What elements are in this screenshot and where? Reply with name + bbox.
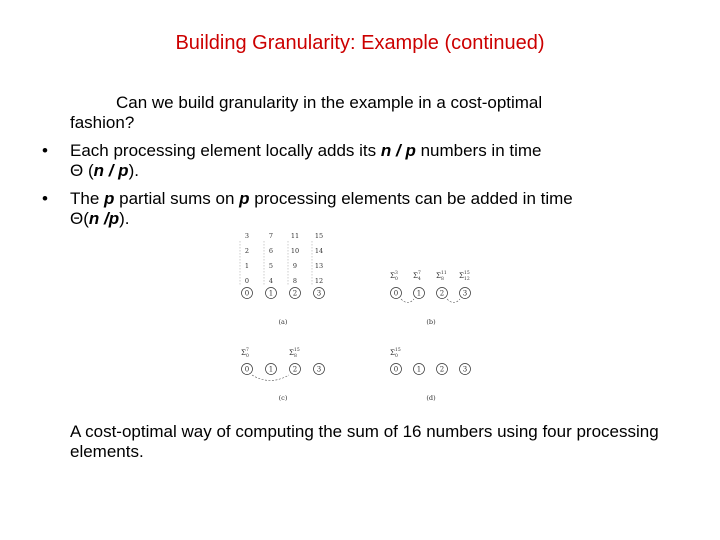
bullet-dot: • [42,189,48,208]
bullet-2-line-1: The p partial sums on p processing elements can be added in time [70,189,573,208]
panel-b-sum-upper: 11 [441,271,447,276]
panel-d-sum-upper: 15 [395,348,401,353]
panel-d-sum-lower: 0 [395,354,398,359]
panel-a-number: 9 [292,262,298,270]
panel-d-processor-label: 2 [439,365,445,374]
panel-b-sum-lower: 0 [395,277,398,282]
panel-b-sum-upper: 3 [395,271,398,276]
panel-d-processor-label: 0 [393,365,399,374]
panel-c-sum-upper: 15 [294,348,300,353]
panel-c-processor-label: 1 [268,365,274,374]
intro-question [70,93,670,133]
panel-d-label: (d) [426,394,436,402]
panel-c-sum-lower: 8 [294,354,297,359]
bullet-dot: • [42,141,48,160]
panel-a-number: 11 [290,232,300,240]
panel-a-processor-label: 1 [268,289,274,298]
panel-c-sum-upper: 7 [246,348,249,353]
panel-a-processor-label: 2 [292,289,298,298]
panel-a-number: 3 [244,232,250,240]
panel-a-number: 15 [314,232,324,240]
panel-a-number: 2 [244,247,250,255]
panel-c-sum-symbol: Σ [289,349,294,357]
intro-line-2: fashion? [70,113,135,132]
bullet-2-line-2: Θ(n /p). [70,209,130,228]
slide-title: Building Granularity: Example (continued) [175,32,545,54]
bullet-1-line-2: Θ (n / p). [70,161,139,180]
panel-a-number: 10 [290,247,300,255]
panel-a-processor-label: 3 [316,289,322,298]
panel-a-number: 6 [268,247,274,255]
panel-b-label: (b) [426,318,436,326]
panel-a-processor-label: 0 [244,289,250,298]
panel-d-processor-label: 1 [416,365,422,374]
panel-b-processor-label: 0 [393,289,399,298]
panel-a-number: 12 [314,277,324,285]
panel-b-sum-symbol: Σ [413,272,418,280]
panel-b-sum-upper: 15 [464,271,470,276]
panel-b-sum-lower: 4 [418,277,421,282]
panel-c-processor-label: 3 [316,365,322,374]
panel-c-label: (c) [278,394,288,402]
panel-a-number: 8 [292,277,298,285]
panel-c-processor-label: 2 [292,365,298,374]
panel-b-processor-label: 2 [439,289,445,298]
panel-b-sum-lower: 8 [441,277,444,282]
figure-canvas [228,224,478,412]
panel-b-sum-symbol: Σ [459,272,464,280]
panel-b-arrow [447,299,460,303]
panel-a-number: 0 [244,277,250,285]
panel-b-arrow [401,299,414,303]
panel-a-label: (a) [278,318,288,326]
panel-d-processor-label: 3 [462,365,468,374]
panel-c-sum-symbol: Σ [241,349,246,357]
panel-a-number: 14 [314,247,324,255]
figure-caption: A cost-optimal way of computing the sum of 16 numbers using four processing elements. [70,422,659,461]
sum-reduction-figure [228,224,478,412]
panel-b-processor-label: 1 [416,289,422,298]
panel-d-sum-symbol: Σ [390,349,395,357]
intro-line-1: Can we build granularity in the example in a cost-optimal [116,93,543,112]
panel-b-sum-upper: 7 [418,271,421,276]
panel-a-number: 5 [268,262,274,270]
panel-a-number: 4 [268,277,274,285]
bullet-1-line-1: Each processing element locally adds its n / p numbers in time [70,141,542,160]
panel-a-number: 1 [244,262,250,270]
panel-c-sum-lower: 0 [246,354,249,359]
panel-c-processor-label: 0 [244,365,250,374]
panel-c-arrow [252,375,289,381]
panel-a-number: 7 [268,232,274,240]
panel-b-sum-symbol: Σ [390,272,395,280]
panel-a-number: 13 [314,262,324,270]
panel-b-processor-label: 3 [462,289,468,298]
panel-b-sum-symbol: Σ [436,272,441,280]
panel-b-sum-lower: 12 [464,277,470,282]
